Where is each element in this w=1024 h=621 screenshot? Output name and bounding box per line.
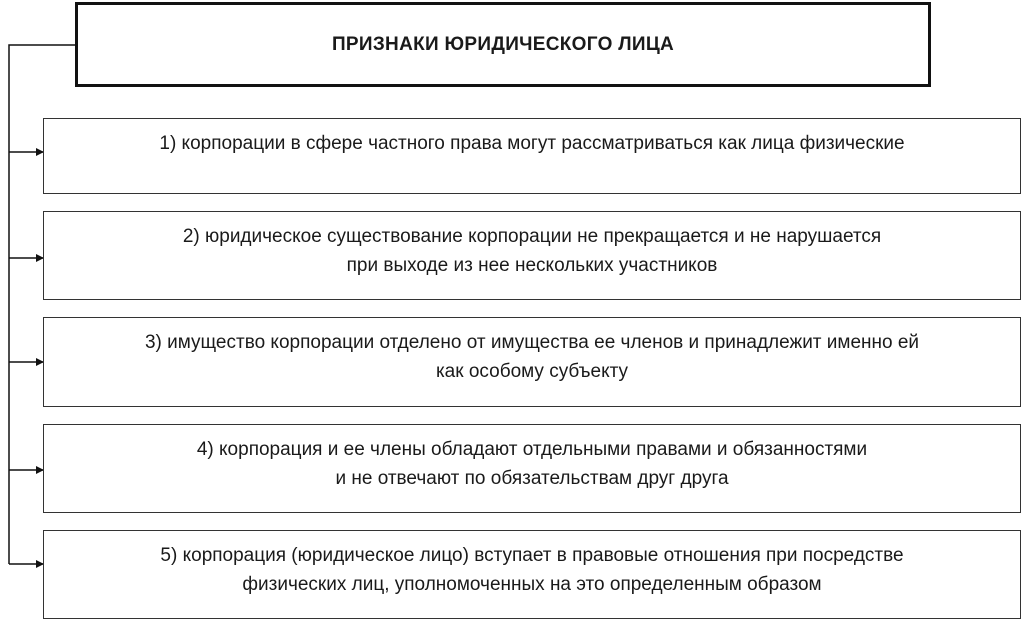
- diagram-title: ПРИЗНАКИ ЮРИДИЧЕСКОГО ЛИЦА: [331, 33, 675, 55]
- feature-5-line-1: 5) корпорация (юридическое лицо) вступает в правовые отношения при посредстве: [160, 545, 904, 566]
- title-box: [75, 2, 931, 87]
- feature-box-1: [43, 118, 1021, 194]
- feature-box-5: [43, 530, 1021, 619]
- feature-box-3: [43, 317, 1021, 407]
- feature-5-line-2: физических лиц, уполномоченных на это определенным образом: [242, 574, 822, 595]
- feature-box-4: [43, 424, 1021, 513]
- feature-2-line-1: 2) юридическое существование корпорации не прекращается и не нарушается: [182, 226, 882, 247]
- feature-box-2: [43, 211, 1021, 300]
- feature-3-line-1: 3) имущество корпорации отделено от имущества ее членов и принадлежит именно ей: [144, 332, 920, 353]
- feature-2-line-2: при выходе из нее нескольких участников: [346, 255, 718, 276]
- feature-1-line-1: 1) корпорации в сфере частного права могут рассматриваться как лица физические: [159, 133, 905, 154]
- feature-4-line-1: 4) корпорация и ее члены обладают отдельными правами и обязанностями: [196, 439, 868, 460]
- feature-3-line-2: как особому субъекту: [435, 361, 629, 382]
- feature-4-line-2: и не отвечают по обязательствам друг друга: [335, 468, 729, 489]
